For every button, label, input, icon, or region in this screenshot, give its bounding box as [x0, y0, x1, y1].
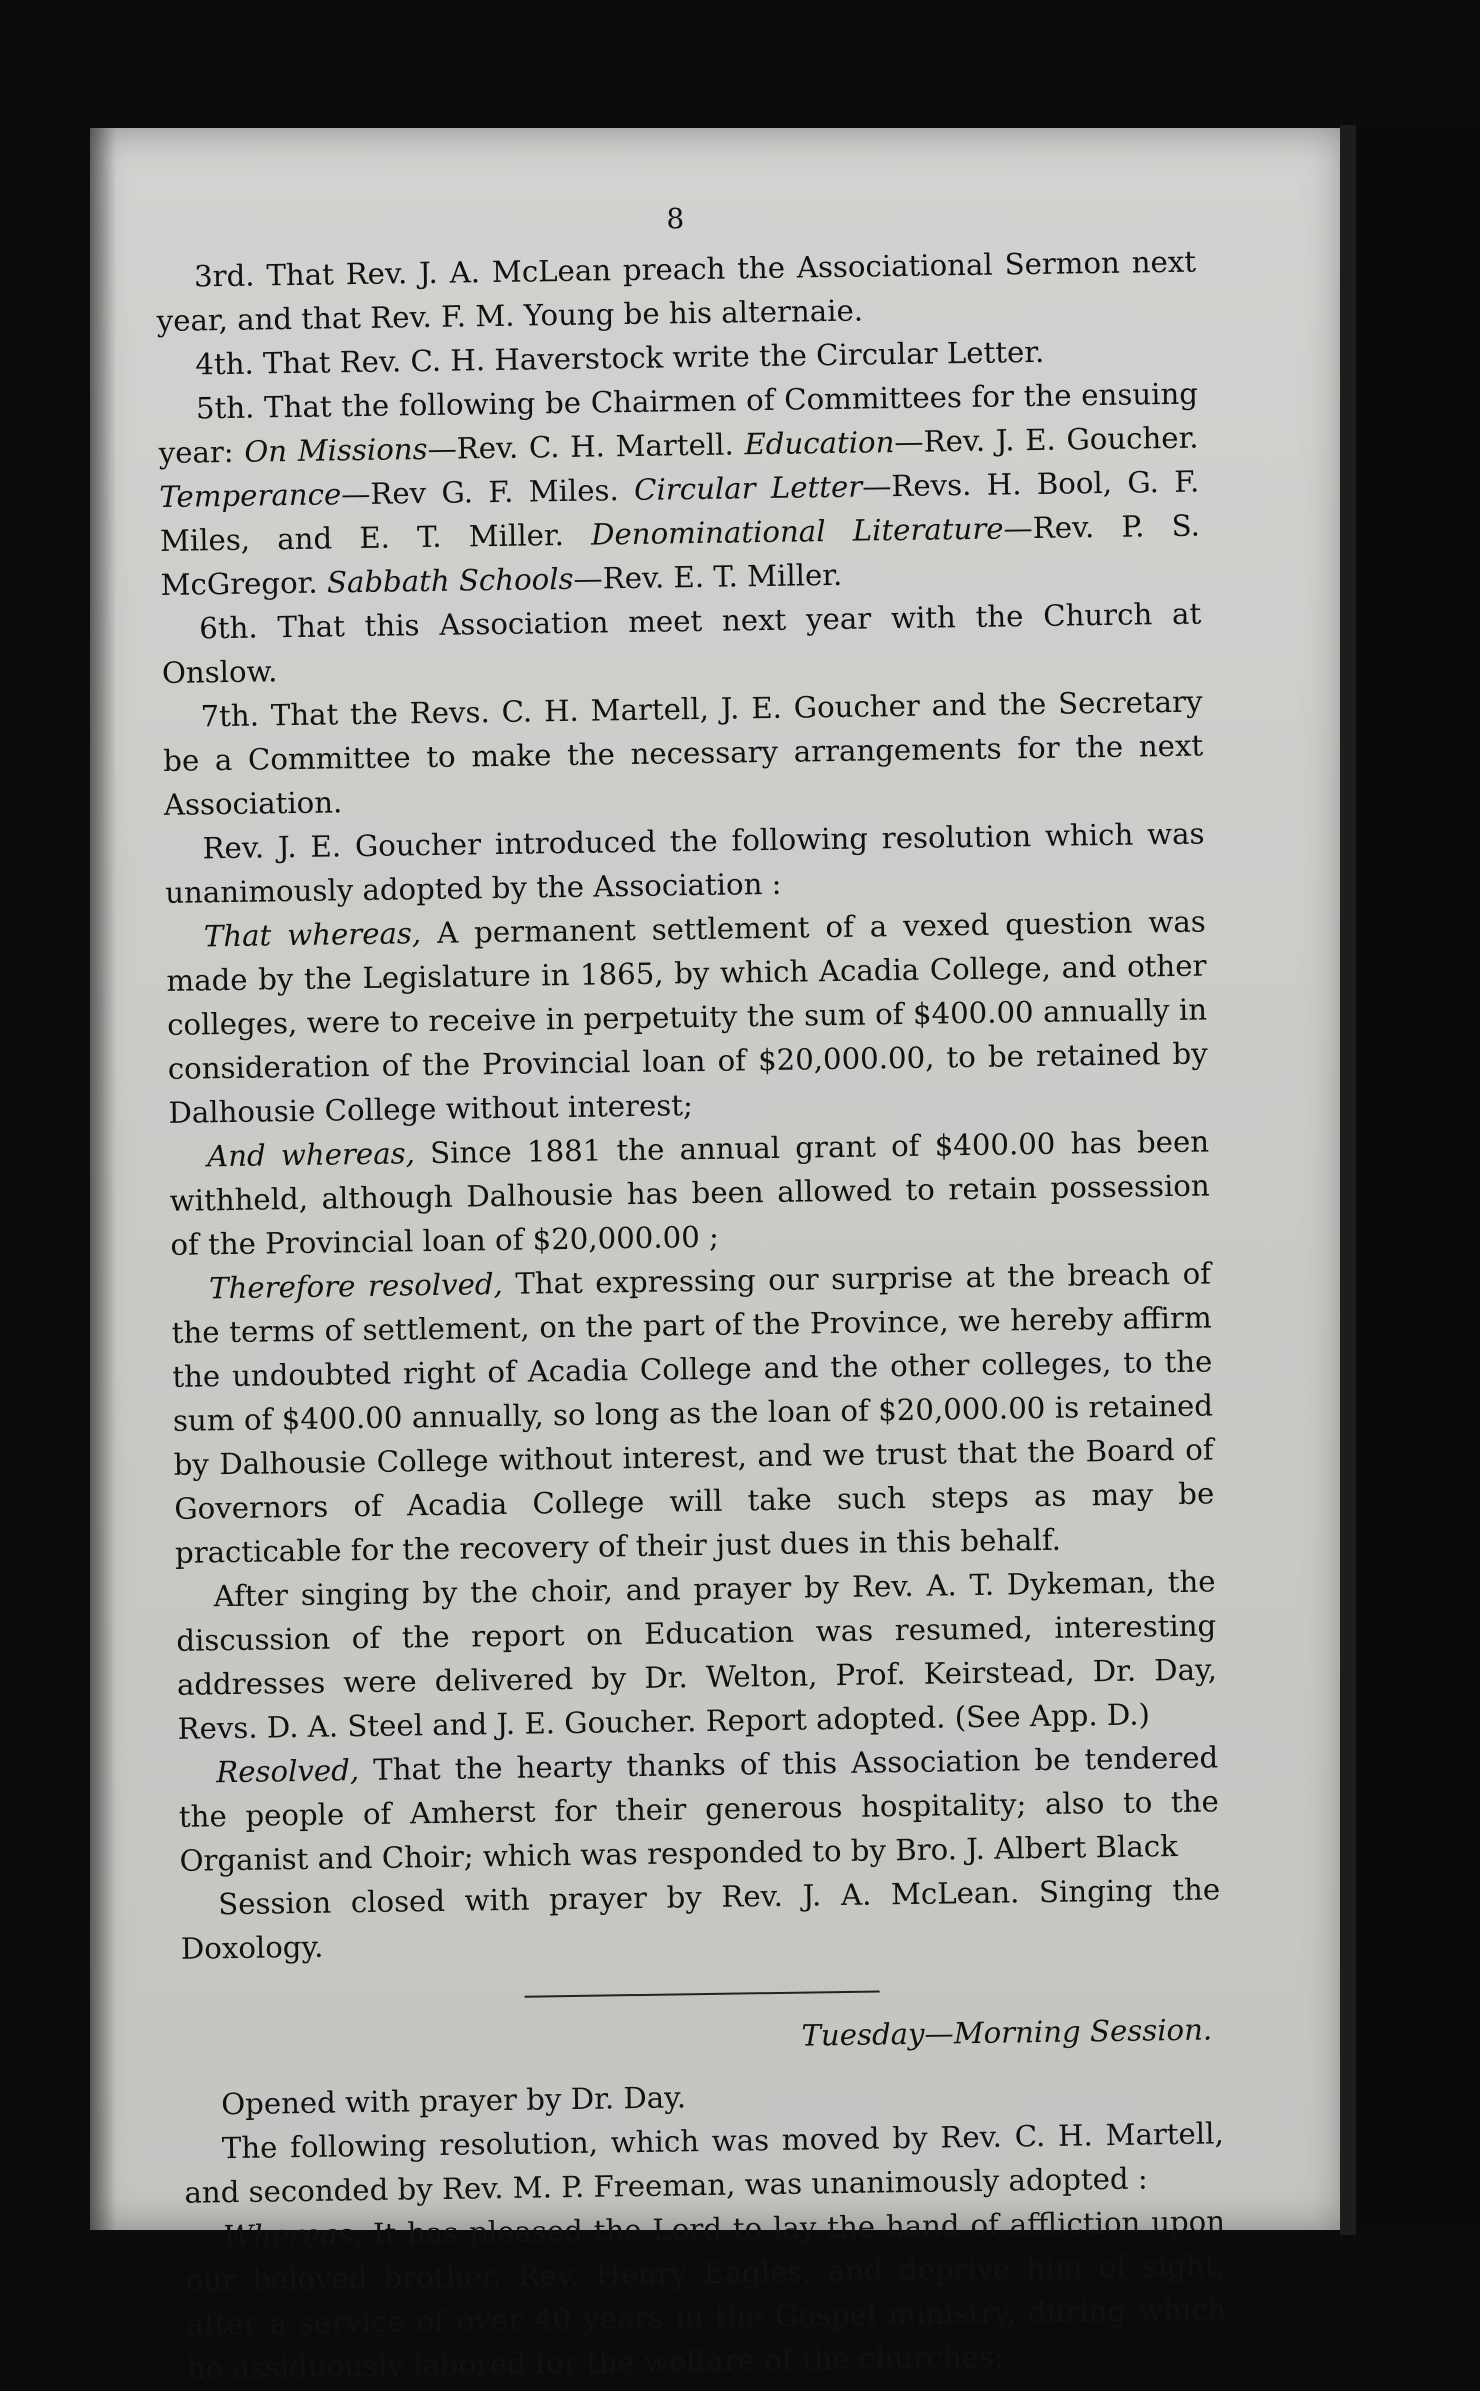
opened-paragraph: Opened with prayer by Dr. Day.	[220, 2080, 687, 2122]
resolved-paragraph-1: Therefore resolved, That expressing our surprise at the breach of the terms of settlement, on the part of the Province, we hereby affirm the undoubted right of Acadia College and the other colleges, to the sum of $400.00 annually, so long as the loan of $20,000.00 is retained by Dalhousie College without interest, and we trust that the Board of Governors of Acadia College will take such steps as may be practicable for the recovery of their just dues in this behalf.	[171, 1256, 1215, 1570]
session-heading: Tuesday—Morning Session.	[801, 2012, 1213, 2053]
session-closed-paragraph: Session closed with prayer by Rev. J. A. McLean. Singing the Doxology.	[180, 1872, 1221, 1966]
whereas-paragraph-3: Whereas, It has pleased the Lord to lay the hand of affliction upon our beloved brother, Rev. Henry Eagles, and deprive him of sight, after a service of over 40 years in the Gospel ministry, during which he assiduously labored for the welfare of the churches;	[185, 2204, 1227, 2386]
resolution-item-5th: 5th. That the following be Chairmen of Committees for the ensuing year: On Missions—Rev. C. H. Martell. Education—Rev. J. E. Goucher. Temperance—Rev G. F. Miles. Circular Letter—Revs. H. Bool, G. F. Miles, and E. T. Miller. Denominational Literature—Rev. P. S. McGregor. Sabbath Schools—Rev. E. T. Miller.	[158, 376, 1201, 602]
resolution-intro: Rev. J. E. Goucher introduced the following resolution which was unanimously adopted by the Association :	[164, 816, 1205, 910]
scan-margin	[1356, 128, 1480, 2230]
education-report-paragraph: After singing by the choir, and prayer by Rev. A. T. Dykeman, the discussion of the report on Education was resumed, interesting addresses were delivered by Dr. Welton, Prof. Keirstead, Dr. Day, Revs. D. A. Steel and J. E. Goucher. Report adopted. (See App. D.)	[176, 1564, 1218, 1746]
resolved-paragraph-2: Resolved, That the hearty thanks of this Association be tendered the people of Amherst for their generous hospitality; also to the Organist and Choir; which was responded to by Bro. J. Albert Black	[178, 1740, 1220, 1878]
section-divider	[524, 1990, 879, 1997]
resolution-item-4th: 4th. That Rev. C. H. Haverstock write the Circular Letter.	[195, 334, 1045, 382]
page-edge	[1340, 125, 1356, 2235]
resolution-item-7th: 7th. That the Revs. C. H. Martell, J. E. Goucher and the Secretary be a Committee to make the necessary arrangements for the next Association.	[162, 684, 1204, 822]
resolution-item-3rd: 3rd. That Rev. J. A. McLean preach the Associational Sermon next year, and that Rev. F. M. Young be his alternaie.	[156, 244, 1197, 338]
page-text	[155, 190, 1227, 2391]
page-number: 8	[666, 202, 685, 236]
whereas-paragraph-1: That whereas, A permanent settlement of a vexed question was made by the Legislature in 1865, by which Acadia College, and other colleges, were to receive in perpetuity the sum of $400.00 annually in consideration of the Provincial loan of $20,000.00, to be retained by Dalhousie College without interest;	[166, 904, 1208, 1130]
following-resolution-paragraph: The following resolution, which was moved by Rev. C. H. Martell, and seconded by Rev. M. P. Freeman, was unanimously adopted :	[184, 2116, 1224, 2210]
whereas-paragraph-2: And whereas, Since 1881 the annual grant of $400.00 has been withheld, although Dalhousie has been allowed to retain possession of the Provincial loan of $20,000.00 ;	[169, 1124, 1210, 1262]
resolution-item-6th: 6th. That this Association meet next year with the Church at Onslow.	[161, 596, 1202, 690]
